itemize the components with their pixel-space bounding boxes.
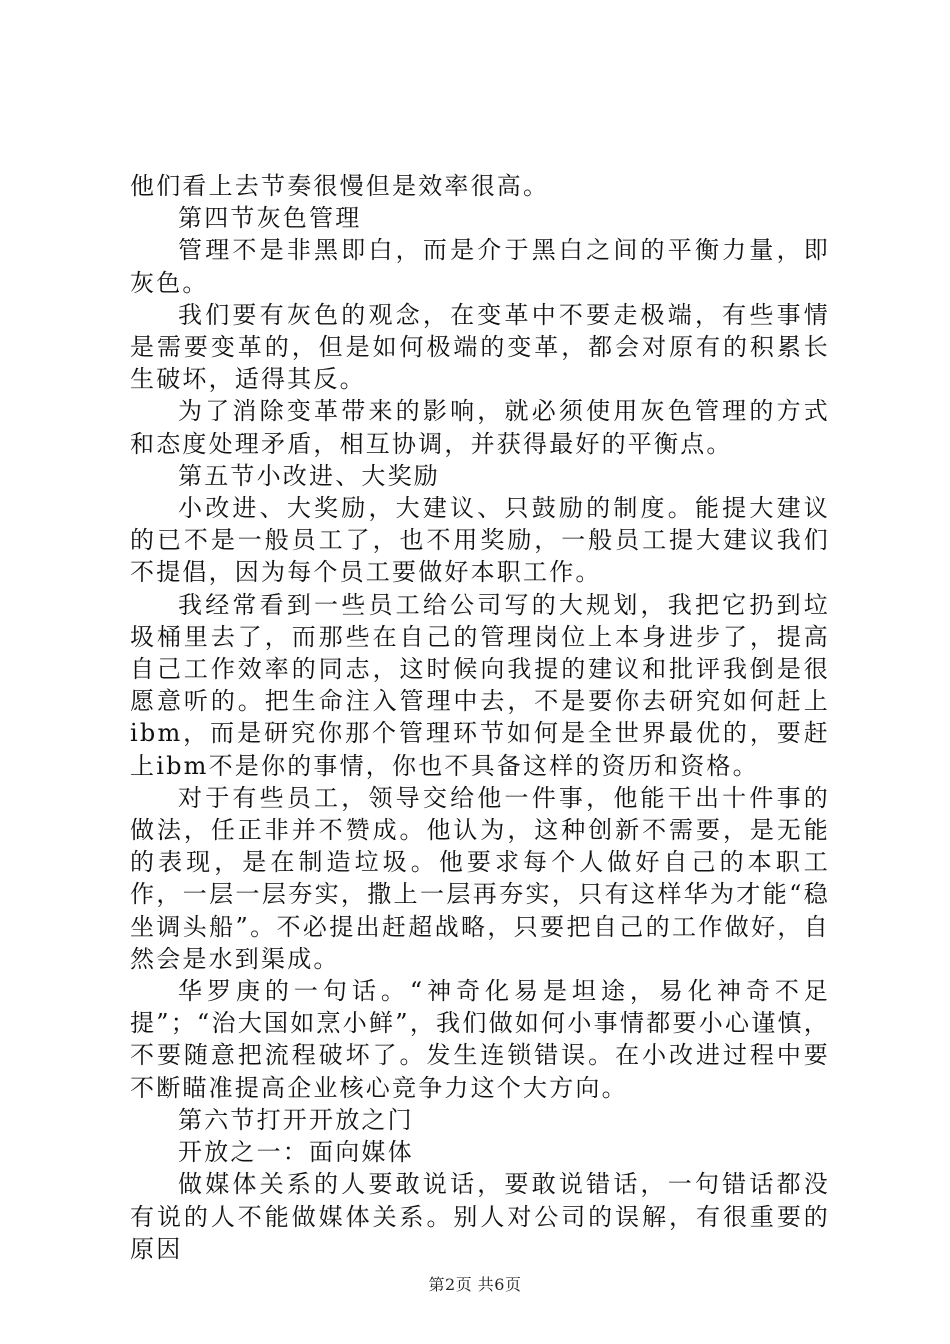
body-paragraph: 我经常看到一些员工给公司写的大规划，我把它扔到垃圾桶里去了，而那些在自己的管理岗位上本身进步了，提高自己工作效率的同志，这时候向我提的建议和批评我倒是很愿意听的。把生命注入管理中去，不是要你去研究如何赶上ibm，而是研究你那个管理环节如何是全世界最优的，要赶上ibm不是你的事情，你也不具备这样的资历和资格。 [130,590,830,780]
body-paragraph: 做媒体关系的人要敢说话，要敢说错话，一句错话都没有说的人不能做媒体关系。别人对公司的误解，有很重要的原因 [130,1170,830,1263]
section-heading: 第五节小改进、大奖励 [178,461,440,490]
body-paragraph: 为了消除变革带来的影响，就必须使用灰色管理的方式和态度处理矛盾，相互协调，并获得最好的平衡点。 [130,397,830,458]
body-paragraph: 华罗庚的一句话。“神奇化易是坦途，易化神奇不足提”；“治大国如烹小鲜”，我们做如何小事情都要小心谨慎，不要随意把流程破坏了。发生连锁错误。在小改进过程中要不断瞄准提高企业核心竞争力这个大方向。 [130,977,830,1102]
continuation-paragraph: 他们看上去节奏很慢但是效率很高。 [130,172,550,200]
section-heading: 开放之一：面向媒体 [178,1138,414,1167]
page-footer: 第2页 共6页 [428,1275,522,1294]
section-heading: 第六节打开开放之门 [178,1105,414,1134]
body-paragraph: 我们要有灰色的观念，在变革中不要走极端，有些事情是需要变革的，但是如何极端的变革，都会对原有的积累长生破坏，适得其反。 [130,300,830,394]
body-paragraph: 对于有些员工，领导交给他一件事，他能干出十件事的做法，任正非并不赞成。他认为，这种创新不需要，是无能的表现，是在制造垃圾。他要求每个人做好自己的本职工作，一层一层夯实，撒上一层再夯实，只有这样华为才能“稳坐调头船”。不必提出赶超战略，只要把自己的工作做好，自然会是水到渠成。 [130,783,830,973]
body-paragraph: 管理不是非黑即白，而是介于黑白之间的平衡力量，即灰色。 [130,236,830,297]
section-heading: 第四节灰色管理 [178,204,362,233]
body-paragraph: 小改进、大奖励，大建议、只鼓励的制度。能提大建议的已不是一般员工了，也不用奖励，一般员工提大建议我们不提倡，因为每个员工要做好本职工作。 [130,494,830,587]
document-body [130,170,830,1265]
